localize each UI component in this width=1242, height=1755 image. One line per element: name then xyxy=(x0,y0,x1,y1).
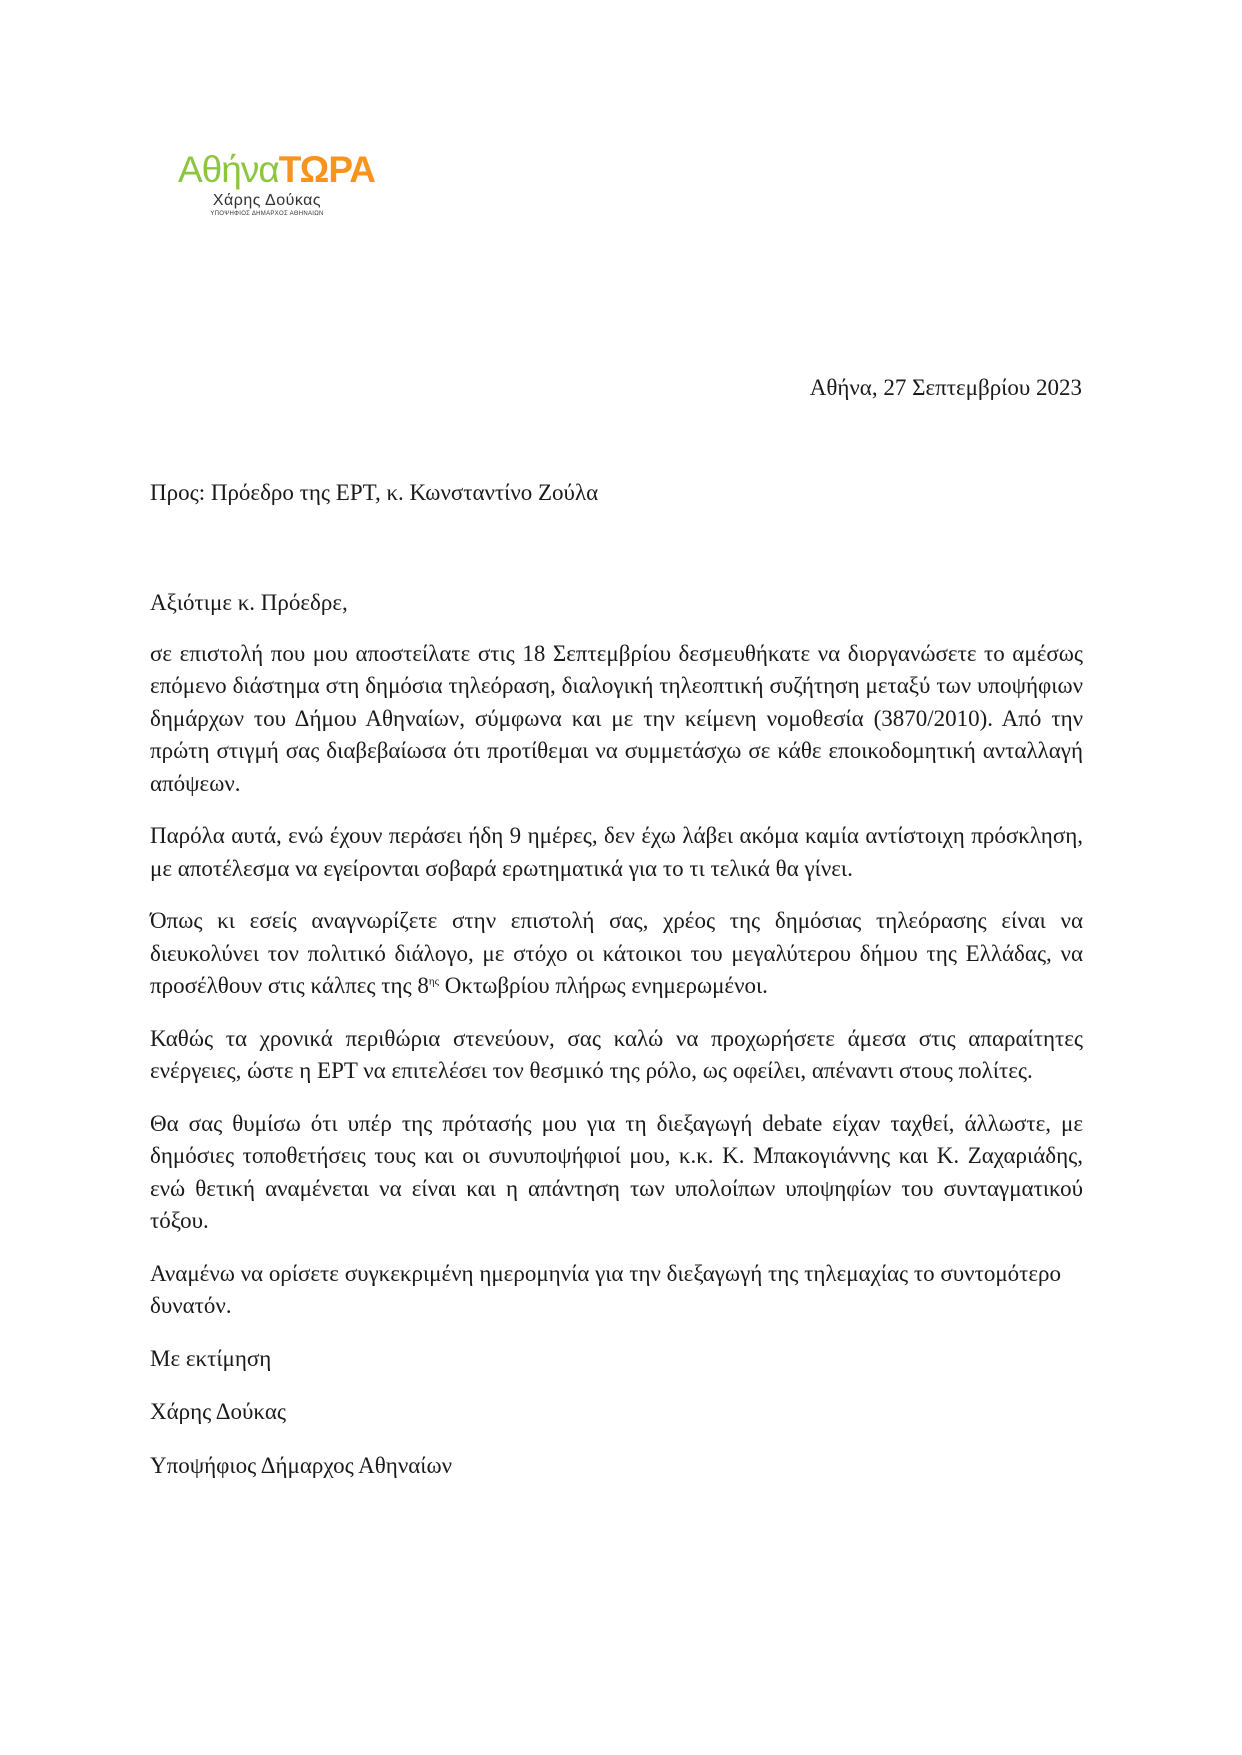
logo-candidate-name: Χάρης Δούκας xyxy=(212,192,322,209)
letter-recipient: Προς: Πρόεδρο της ΕΡΤ, κ. Κωνσταντίνο Ζούλα xyxy=(150,480,599,505)
letter-closing: Με εκτίμηση xyxy=(150,1345,272,1371)
signature-title: Υποψήφιος Δήμαρχος Αθηναίων xyxy=(150,1452,452,1478)
paragraph-3-text-after: Οκτωβρίου πλήρως ενημερωμένοι. xyxy=(439,973,768,998)
letter-closing-block xyxy=(150,1343,1083,1483)
letter-paragraph-3 xyxy=(150,905,1083,1003)
letter-body xyxy=(150,587,1083,1503)
letter-paragraph-2: Παρόλα αυτά, ενώ έχουν περάσει ήδη 9 ημέρες, δεν έχω λάβει ακόμα καμία αντίστοιχη πρόσκληση, με αποτέλεσμα να εγείρονται σοβαρά ερωτηματικά για το τι τελικά θα γίνει. xyxy=(150,823,1083,881)
letter-paragraph-6: Αναμένω να ορίσετε συγκεκριμένη ημερομηνία για την διεξαγωγή της τηλεμαχίας το συντομότερο δυνατόν. xyxy=(150,1260,1062,1318)
logo-wordmark xyxy=(178,149,375,190)
paragraph-3-superscript: ης xyxy=(428,975,439,988)
signature-name: Χάρης Δούκας xyxy=(150,1399,286,1424)
letter-date: Αθήνα, 27 Σεπτεμβρίου 2023 xyxy=(809,375,1082,400)
letter-salutation: Αξιότιμε κ. Πρόεδρε, xyxy=(150,590,348,615)
logo-subtitle: ΥΠΟΨΗΦΙΟΣ ΔΗΜΑΡΧΟΣ ΑΘΗΝΑΙΩΝ xyxy=(210,211,324,217)
letter-paragraph-4: Καθώς τα χρονικά περιθώρια στενεύουν, σας καλώ να προχωρήσετε άμεσα στις απαραίτητες ενέργειες, ώστε η ΕΡΤ να επιτελέσει τον θεσμικό της ρόλο, ως οφείλει, απέναντι στους πολίτες. xyxy=(150,1025,1083,1083)
campaign-logo xyxy=(178,149,375,217)
logo-wordmark-part2: ΤΩΡΑ xyxy=(278,149,375,190)
paragraph-3-text-before: Όπως κι εσείς αναγνωρίζετε στην επιστολή σας, χρέος της δημόσιας τηλεόρασης είναι να διευκολύνει τον πολιτικό διάλογο, με στόχο οι κάτοικοι του μεγαλύτερου δήμου της Ελλάδας, να προσέλθουν στις κάλπες της 8 xyxy=(150,908,1083,998)
logo-wordmark-part1: Αθήνα xyxy=(178,149,279,190)
letter-paragraph-5: Θα σας θυμίσω ότι υπέρ της πρότασής μου για τη διεξαγωγή debate είχαν ταχθεί, άλλωστε, με δημόσιες τοποθετήσεις τους και οι συνυποψήφιοί μου, κ.κ. Κ. Μπακογιάννης και Κ. Ζαχαριάδης, ενώ θετική αναμένεται να είναι και η απάντηση των υπολοίπων υποψηφίων του συνταγματικού τόξου. xyxy=(150,1110,1083,1233)
letter-paragraph-1: σε επιστολή που μου αποστείλατε στις 18 Σεπτεμβρίου δεσμευθήκατε να διοργανώσετε το αμέσως επόμενο διάστημα στη δημόσια τηλεόραση, διαλογική τηλεοπτική συζήτηση μεταξύ των υποψήφιων δημάρχων του Δήμου Αθηναίων, σύμφωνα και με την κείμενη νομοθεσία (3870/2010). Από την πρώτη στιγμή σας διαβεβαίωσα ότι προτίθεμαι να συμμετάσχω σε κάθε εποικοδομητική ανταλλαγή απόψεων. xyxy=(150,640,1083,796)
